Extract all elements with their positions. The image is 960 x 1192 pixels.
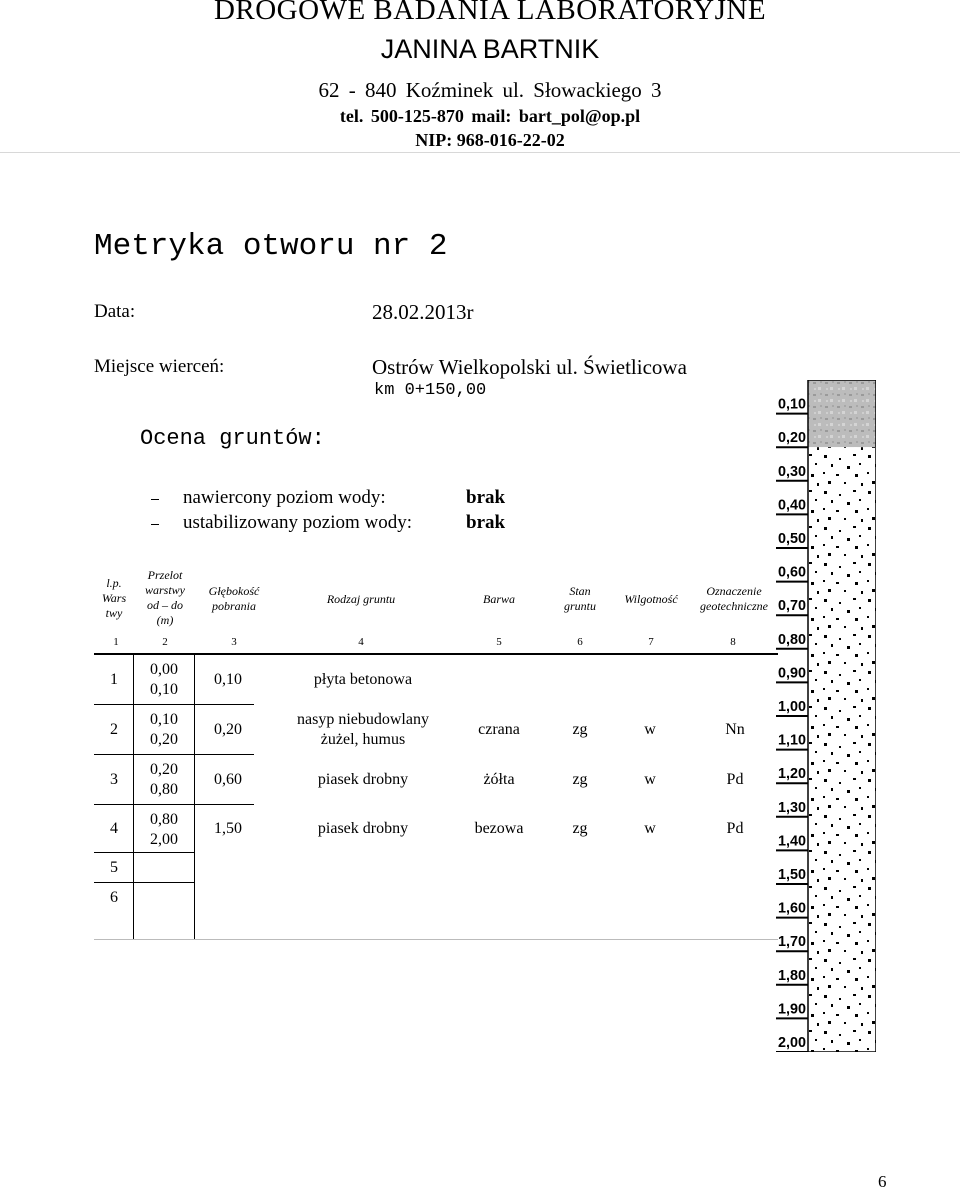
- row-divider: [94, 882, 194, 883]
- header-text: Przelot: [147, 568, 183, 582]
- row-wilgotnosc: w: [644, 720, 656, 738]
- depth-label: 1,50: [778, 866, 806, 883]
- header-oznaczenie: [691, 584, 777, 614]
- row-rodzaj: nasyp niebudowlany: [297, 711, 429, 728]
- column-number: 6: [577, 636, 583, 648]
- depth-label: 2,00: [778, 1034, 806, 1051]
- row-stan: zg: [572, 720, 588, 738]
- header-text: twy: [105, 606, 123, 620]
- bullet-dash: [151, 499, 159, 500]
- km-value: km 0+150,00: [374, 381, 487, 400]
- row-barwa: czrana: [478, 720, 520, 738]
- depth-label: 1,70: [778, 933, 806, 951]
- company-contact: tel. 500-125-870 mail: bart_pol@op.pl: [339, 106, 641, 126]
- row-lp: 1: [110, 670, 118, 688]
- column-number: 2: [162, 636, 168, 648]
- company-nip: NIP: 968-016-22-02: [415, 130, 565, 150]
- row-barwa: żółta: [483, 770, 515, 788]
- row-rodzaj: płyta betonowa: [313, 670, 413, 688]
- depth-label: 1,90: [778, 1000, 806, 1018]
- header-lp: [94, 576, 134, 621]
- depth-label: 1,20: [778, 765, 806, 783]
- row-od: 0,20: [150, 761, 178, 778]
- header-text: geotechniczne: [700, 599, 768, 613]
- depth-label: 1,40: [778, 832, 806, 850]
- header-text: l.p.: [106, 576, 122, 590]
- row-oznaczenie: Pd: [726, 819, 744, 837]
- row-divider: [94, 852, 194, 853]
- company-name: DROGOWE BADANIA LABORATORYJNE: [213, 0, 767, 26]
- header-wilgotnosc: Wilgotność: [624, 592, 678, 606]
- depth-label: 1,30: [778, 798, 806, 816]
- column-number: 7: [648, 636, 654, 648]
- header-text: pobrania: [211, 599, 256, 613]
- row-do: 0,80: [150, 781, 178, 798]
- depth-label: 0,10: [778, 395, 806, 413]
- row-glebokosc: 0,60: [214, 770, 242, 788]
- row-wilgotnosc: w: [644, 819, 656, 837]
- row-barwa: bezowa: [474, 819, 524, 837]
- water-level-value: brak: [466, 512, 506, 533]
- row-rodzaj: piasek drobny: [317, 770, 409, 788]
- row-od: 0,80: [150, 811, 178, 828]
- depth-label: 1,10: [778, 731, 806, 749]
- column-number: 5: [496, 636, 502, 648]
- column-number: 1: [113, 636, 119, 648]
- column-number: 4: [358, 636, 364, 648]
- place-value: Ostrów Wielkopolski ul. Świetlicowa: [372, 355, 687, 379]
- header-rodzaj: Rodzaj gruntu: [326, 592, 396, 606]
- profile-layer-dotted-sand: [808, 447, 876, 1052]
- depth-label: 1,80: [778, 966, 806, 984]
- column-number: 3: [231, 636, 237, 648]
- row-do: 0,20: [150, 731, 178, 748]
- row-do: 2,00: [150, 831, 178, 848]
- depth-label: 1,00: [778, 698, 806, 715]
- row-glebokosc: 0,20: [214, 720, 242, 738]
- date-value: 28.02.2013r: [372, 300, 474, 324]
- row-rodzaj-2: żużel, humus: [320, 731, 406, 748]
- date-label: Data:: [94, 301, 136, 322]
- row-glebokosc: 1,50: [214, 819, 242, 837]
- depth-label: 0,90: [778, 664, 806, 682]
- company-address: 62 - 840 Koźminek ul. Słowackiego 3: [318, 78, 662, 102]
- bullet-dash: [151, 524, 159, 525]
- profile-layer-concrete-gray: [808, 380, 876, 447]
- header-barwa: Barwa: [482, 592, 515, 606]
- depth-label: 0,70: [778, 597, 806, 615]
- header-glebokosc: [196, 584, 272, 614]
- table-bottom-rule: [94, 939, 778, 940]
- depth-label: 0,40: [778, 496, 806, 514]
- row-lp: 2: [110, 720, 118, 738]
- header-text: Wars: [101, 591, 127, 605]
- row-glebokosc: 0,10: [214, 670, 242, 688]
- header-text: od – do: [147, 598, 183, 612]
- row-oznaczenie: Nn: [725, 720, 745, 738]
- place-label: Miejsce wierceń:: [94, 356, 225, 377]
- soil-profile: [776, 380, 876, 1052]
- column-number: 8: [730, 636, 736, 648]
- header-text: gruntu: [563, 599, 596, 613]
- depth-label: 0,50: [778, 530, 806, 547]
- depth-label: 1,60: [778, 899, 806, 917]
- row-od: 0,00: [150, 661, 178, 678]
- document-title: Metryka otworu nr 2: [94, 229, 448, 264]
- depth-label: 0,60: [778, 563, 806, 581]
- header-przelot: [135, 568, 195, 628]
- header-text: warstwy: [144, 583, 185, 597]
- water-level-label: nawiercony poziom wody:: [183, 487, 386, 508]
- depth-label: 0,30: [778, 462, 806, 480]
- header-text: (m): [156, 613, 174, 627]
- header-text: Stan: [569, 584, 591, 598]
- owner-name: JANINA BARTNIK: [380, 34, 600, 64]
- row-divider: [94, 804, 254, 805]
- water-level-value: brak: [466, 487, 506, 508]
- row-rodzaj: piasek drobny: [317, 819, 409, 837]
- depth-label: 0,80: [778, 630, 806, 648]
- header-text: Oznaczenie: [706, 584, 762, 598]
- row-oznaczenie: Pd: [726, 770, 744, 788]
- page-number: 6: [878, 1172, 887, 1191]
- row-stan: zg: [572, 770, 588, 788]
- row-od: 0,10: [150, 711, 178, 728]
- row-wilgotnosc: w: [644, 770, 656, 788]
- row-lp: 4: [110, 819, 118, 837]
- table-header-rule: [94, 653, 778, 655]
- header-stan: [549, 584, 611, 614]
- header-divider: [0, 152, 960, 153]
- row-lp: 5: [110, 858, 118, 876]
- header-text: Głębokość: [208, 584, 260, 598]
- row-divider: [94, 704, 254, 705]
- section-title: Ocena gruntów:: [140, 426, 325, 451]
- water-level-label: ustabilizowany poziom wody:: [183, 512, 413, 533]
- row-lp: 3: [110, 770, 118, 788]
- depth-label: 0,20: [778, 429, 806, 447]
- row-divider: [94, 754, 254, 755]
- row-do: 0,10: [150, 681, 178, 698]
- row-stan: zg: [572, 819, 588, 837]
- column-divider: [194, 655, 195, 939]
- row-lp: 6: [110, 889, 118, 906]
